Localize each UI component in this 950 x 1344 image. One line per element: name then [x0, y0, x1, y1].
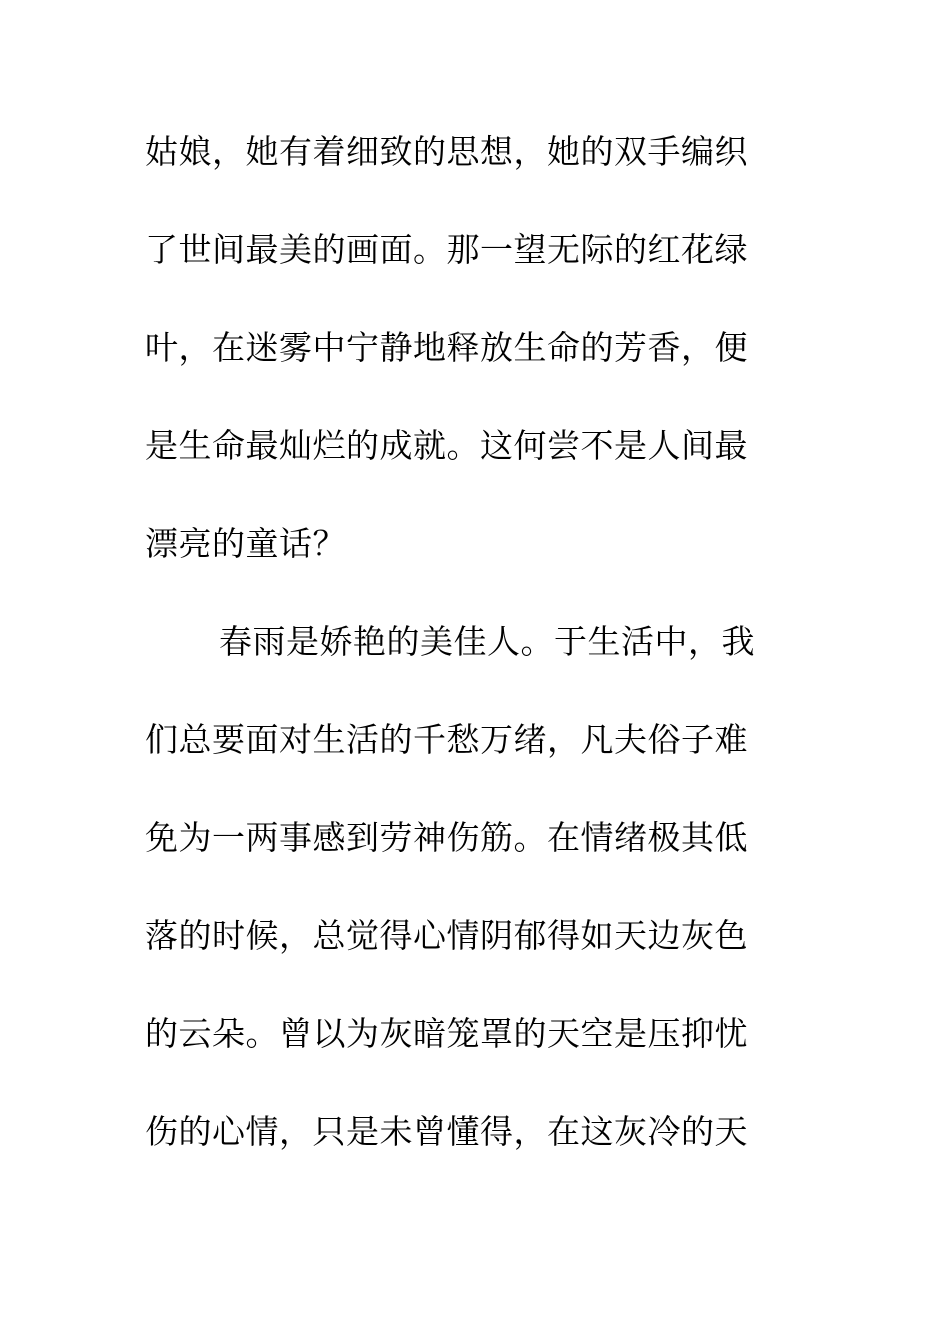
paragraph-first-line: 春雨是娇艳的美佳人。于生活中，我 [219, 622, 755, 661]
text-line: 落的时候，总觉得心情阴郁得如天边灰色 [145, 916, 748, 955]
text-line: 叶，在迷雾中宁静地释放生命的芳香，便 [145, 328, 748, 367]
text-line: 伤的心情，只是未曾懂得，在这灰冷的天 [145, 1112, 748, 1151]
text-line: 们总要面对生活的千愁万绪，凡夫俗子难 [145, 720, 748, 759]
text-line: 姑娘，她有着细致的思想，她的双手编织 [145, 132, 748, 171]
text-line: 了世间最美的画面。那一望无际的红花绿 [145, 230, 748, 269]
text-line: 免为一两事感到劳神伤筋。在情绪极其低 [145, 818, 748, 857]
text-line: 漂亮的童话？ [145, 524, 346, 563]
document-body [145, 122, 815, 1200]
text-line: 的云朵。曾以为灰暗笼罩的天空是压抑忧 [145, 1014, 748, 1053]
text-line: 是生命最灿烂的成就。这何尝不是人间最 [145, 426, 748, 465]
